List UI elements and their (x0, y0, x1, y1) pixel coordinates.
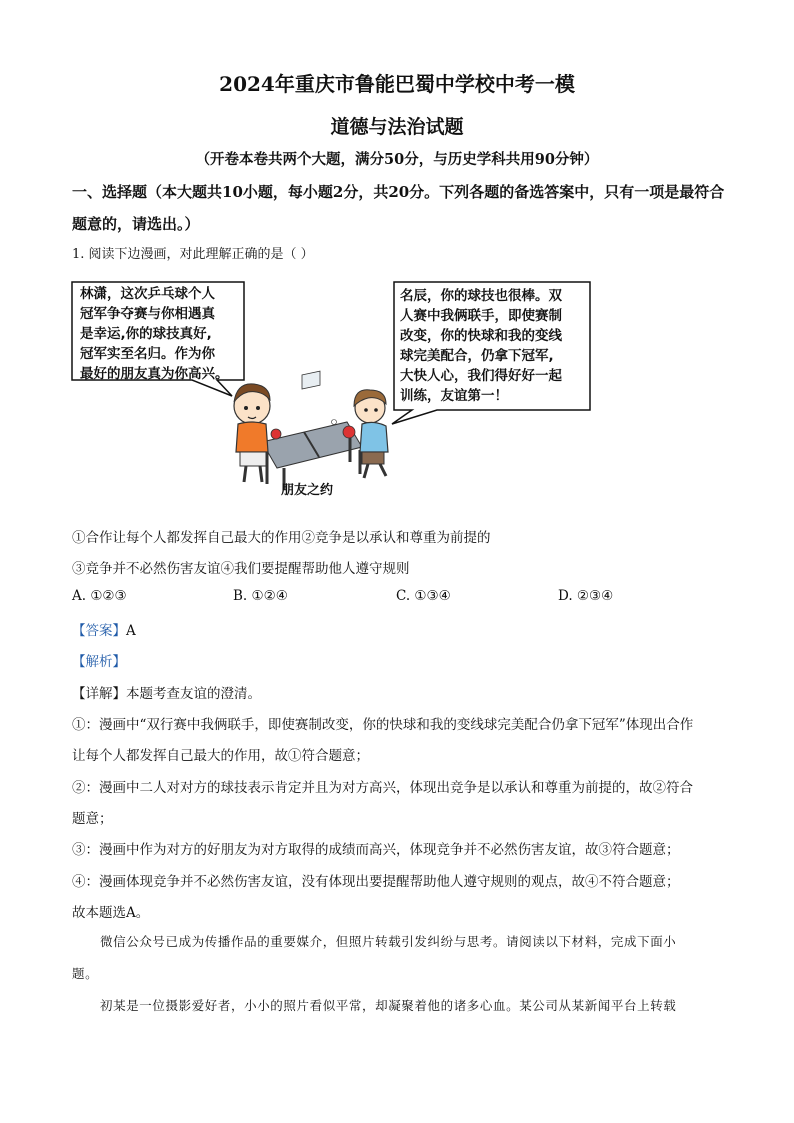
material-line-2: 题。 (72, 966, 99, 981)
detail-line (72, 682, 261, 702)
bubble-right-text: 名辰，你的球技也很棒。双 人赛中我俩联手，即使赛制 改变，你的快球和我的变线 球完美配合，仍拿下冠军, 大快人心，我们得好好一起 训练，友谊第一！ (400, 288, 562, 404)
analysis-tag: 【解析】 (72, 654, 126, 670)
explanation-2-line-2: 题意； (72, 811, 113, 827)
option-a: A. ①②③ (72, 588, 127, 604)
option-c: C. ①③④ (396, 588, 451, 604)
statement-line-2: ③竞争并不必然伤害友谊④我们要提醒帮助他人遵守规则 (72, 561, 410, 577)
conclusion: 故本题选A。 (72, 905, 150, 921)
explanation-3: ③：漫画中作为对方的好朋友为对方取得的成绩而高兴，体现竞争并不必然伤害友谊，故③符合题意； (72, 842, 680, 858)
material-line-3: 初某是一位摄影爱好者，小小的照片看似平常，却凝聚着他的诸多心血。某公司从某新闻平台上转载 (100, 998, 677, 1013)
comic-caption: 朋友之约 (281, 483, 334, 498)
option-d: D. ②③④ (558, 588, 614, 604)
exam-note: （开卷本卷共两个大题，满分50分，与历史学科共用90分钟） (195, 151, 599, 168)
explanation-2-line-1: ②：漫画中二人对对方的球技表示肯定并且为对方高兴，体现出竞争是以承认和尊重为前提的，故②符合 (72, 780, 693, 796)
answer-line (72, 619, 136, 639)
statement-line-1: ①合作让每个人都发挥自己最大的作用②竞争是以承认和尊重为前提的 (72, 530, 491, 546)
detail-text: 本题考查友谊的澄清。 (126, 686, 261, 702)
answer-tag: 【答案】 (72, 623, 126, 639)
explanation-4: ④：漫画体现竞争并不必然伤害友谊，没有体现出要提醒帮助他人遵守规则的观点，故④不符合题意； (72, 874, 680, 890)
detail-tag: 【详解】 (72, 686, 126, 702)
exam-title: 2024年重庆市鲁能巴蜀中学校中考一模 (219, 72, 575, 96)
option-b: B. ①②④ (233, 588, 288, 604)
question-1-stem: 1. 阅读下边漫画，对此理解正确的是（ ） (72, 247, 314, 262)
explanation-1-line-1: ①：漫画中“双行赛中我俩联手，即使赛制改变，你的快球和我的变线球完美配合仍拿下冠军”体现出合作 (72, 717, 694, 733)
bubble-left-text: 林潇，这次乒乓球个人 冠军争夺赛与你相遇真 是幸运,你的球技真好, 冠军实至名归。作为你 最好的朋友真为你高兴。 (80, 286, 229, 382)
boy-left-icon (234, 384, 281, 482)
exam-subject: 道德与法治试题 (330, 116, 464, 138)
explanation-1-line-2: 让每个人都发挥自己最大的作用，故①符合题意； (72, 748, 369, 764)
material-line-1: 微信公众号已成为传播作品的重要媒介，但照片转载引发纠纷与思考。请阅读以下材料，完成下面小 (100, 934, 677, 949)
answer-value: A (126, 623, 136, 639)
section-heading: 一、选择题（本大题共10小题，每小题2分，共20分。下列各题的备选答案中，只有一项是最符合题意的，请选出。） (72, 183, 725, 233)
